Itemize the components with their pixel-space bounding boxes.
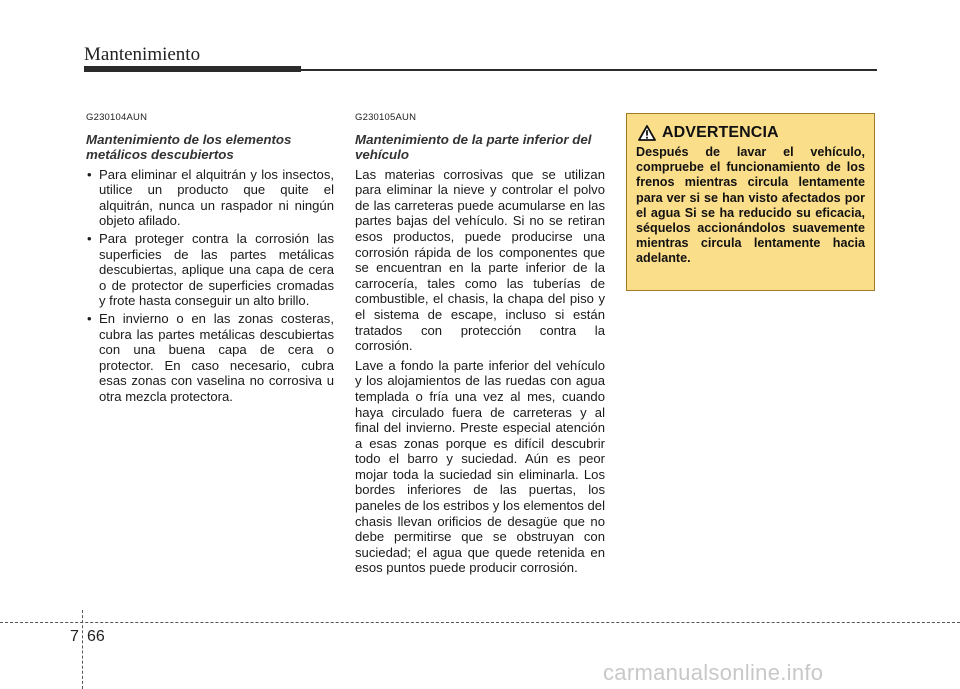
section-title: Mantenimiento de los elementos metálicos descubiertos	[86, 131, 292, 162]
paragraph: Lave a fondo la parte inferior del vehículo y los alojamientos de las ruedas con agua templada o fría una vez al mes, cuando haya circulado fuera de carreteras y al final del invierno. Preste especial atención a esas zonas porque es difícil descubrir todo el barro y suciedad. Aún es peor mojar toda la suciedad sin eliminarla. Los bordes inferiores de las puertas, los paneles de los estribos y los elementos del chasis llevan orificios de desagüe que no debe permitirse que se obstruyan con suciedad; el agua que quede retenida en esos puntos puede producir corrosión.	[355, 357, 605, 576]
left-column	[86, 110, 334, 407]
bullet-list	[86, 167, 334, 405]
page-title: Mantenimiento	[84, 44, 201, 65]
section-code: G230105AUN	[355, 112, 417, 123]
list-item: • Para eliminar el alquitrán y los insectos, utilice un producto que quite el alquitrán, nunca un raspador ni ningún objeto afilado.	[86, 167, 334, 229]
list-item: • Para proteger contra la corrosión las superficies de las partes metálicas descubiertas, aplique una capa de cera o de protector de superficies cromadas y frote hasta conseguir un alto brillo.	[86, 231, 334, 309]
section-code: G230104AUN	[86, 112, 148, 123]
chapter-number: 7	[70, 628, 79, 645]
list-item: • En invierno o en las zonas costeras, cubra las partes metálicas descubiertas con una buena capa de cera o protector. En caso necesario, cubra esas zonas con vaselina no corrosiva u otra mezcla protectora.	[86, 311, 334, 405]
middle-column	[355, 110, 605, 580]
section-title: Mantenimiento de la parte inferior del vehículo	[355, 131, 592, 162]
warning-triangle-icon	[638, 125, 656, 141]
watermark: carmanualsonline.info	[603, 660, 824, 685]
footer-divider	[82, 610, 83, 689]
paragraph: Las materias corrosivas que se utilizan para eliminar la nieve y controlar el polvo de las carreteras puede acumularse en las partes bajas del vehículo. Si no se retiran esos productos, puede producirse una corrosión rápida de los componentes que se encuentran en la parte inferior de la carrocería, tales como las tuberías de combustible, el chasis, la chapa del piso y el sistema de escape, incluso si están tratados con protección contra la corrosión.	[355, 166, 605, 354]
page-number: 66	[87, 628, 105, 645]
footer-rule	[0, 622, 960, 623]
warning-header	[638, 124, 865, 142]
header-rule-thick	[84, 66, 301, 72]
warning-text: Después de lavar el vehículo, compruebe el funcionamiento de los frenos mientras circula lentamente para ver si se han visto afectados por el agua Si se ha reducido su eficacia, séquelos accionándolos suavemente mientras circula lentamente hacia adelante.	[636, 145, 865, 266]
warning-title: ADVERTENCIA	[662, 124, 779, 141]
header-rule-thin	[301, 69, 877, 71]
warning-box	[626, 113, 875, 291]
